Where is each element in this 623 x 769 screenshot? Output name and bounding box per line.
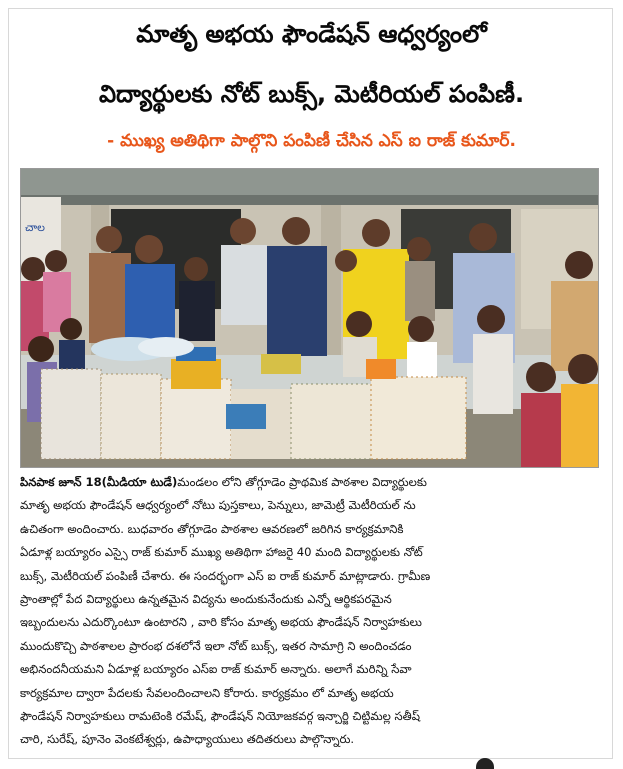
article-line-9: అభినందనీయమని ఏడూళ్ల బయ్యారం ఎస్ఐ రాజ్ కుమార్ అన్నారు. అలాగే మరిన్ని సేవా bbox=[20, 662, 412, 677]
article-line-11: ఫౌండేషన్ నిర్వాహకులు రామటెంకి రమేష్, ఫౌండేషన్ నియోజకవర్గ ఇన్చార్జి చిట్టిమల్ల సతీష్ bbox=[20, 709, 421, 724]
article-line-2: మాతృ అభయ ఫౌండేషన్ ఆధ్వర్యంలో నోటు పుస్తకాలు, పెన్నులు, జామెట్రీ మెటీరియల్ ను bbox=[20, 498, 416, 513]
article-line-12: చారి, సురేష్, పూనెం వెంకటేశ్వర్లు, ఉపాధ్యాయులు తదితరులు పాల్గొన్నారు. bbox=[20, 732, 355, 747]
article-line-3: ఉచితంగా అందించారు. బుధవారం తోగ్గూడెం పాఠశాల ఆవరణలో జరిగిన కార్యక్రమానికి bbox=[20, 521, 404, 536]
article-dateline: పినపాక జూన్ 18(మీడియా టుడే) bbox=[20, 475, 178, 489]
distribution-event-illustration bbox=[21, 169, 598, 467]
headline-line-1: మాతృ అభయ ఫౌండేషన్ ఆధ్వర్యంలో bbox=[136, 20, 487, 48]
article-line-10: కార్యక్రమాల ద్వారా పేదలకు సేవలందించాలని కోరారు. కార్యక్రమం లో మాతృ అభయ bbox=[20, 685, 394, 700]
wall-sign-text: చాల bbox=[25, 221, 45, 234]
article-line-5: బుక్స్, మెటీరియల్ పంపిణీ చేశారు. ఈ సందర్భంగా ఎస్ ఐ రాజ్ కుమార్ మాట్లాడారు. గ్రామీణ bbox=[20, 568, 431, 583]
bottom-edge-mark bbox=[476, 758, 494, 769]
subheadline: - ముఖ్య అతిథిగా పాల్గొని పంపిణీ చేసిన ఎస్ ఐ రాజ్ కుమార్. bbox=[107, 131, 516, 151]
news-photo bbox=[20, 168, 599, 468]
article-line-7: ఇబ్బందులను ఎదుర్కొంటూ ఉంటారని , వారి కోసం మాతృ అభయ ఫౌండేషన్ నిర్వాహకులు bbox=[20, 615, 422, 630]
article-line-1 bbox=[20, 471, 603, 494]
article-body bbox=[20, 471, 603, 752]
article-line-4: ఏడూళ్ల బయ్యారం ఎస్సై రాజ్ కుమార్ ముఖ్య అతిథిగా హాజరై 40 మంది విద్యార్థులకు నోట్ bbox=[20, 545, 423, 560]
article-line-6: ప్రాంతాల్లో పేద విద్యార్థులు ఉన్నతమైన విద్యను అందుకునేందుకు ఎన్నో ఆర్థికపరమైన bbox=[20, 592, 392, 607]
headline-line-2: విద్యార్థులకు నోట్ బుక్స్, మెటీరియల్ పంపిణీ. bbox=[98, 80, 525, 108]
article-line-8: ముందుకొచ్చి పాఠశాలల ప్రారంభ దశలోనే ఇలా నోట్ బుక్స్, ఇతర సామాగ్రి ని అందించడం bbox=[20, 638, 412, 653]
article-line-1-text: మండలం లోని తోగ్గూడెం ప్రాథమిక పాఠశాల విద్యార్థులకు bbox=[177, 475, 427, 489]
